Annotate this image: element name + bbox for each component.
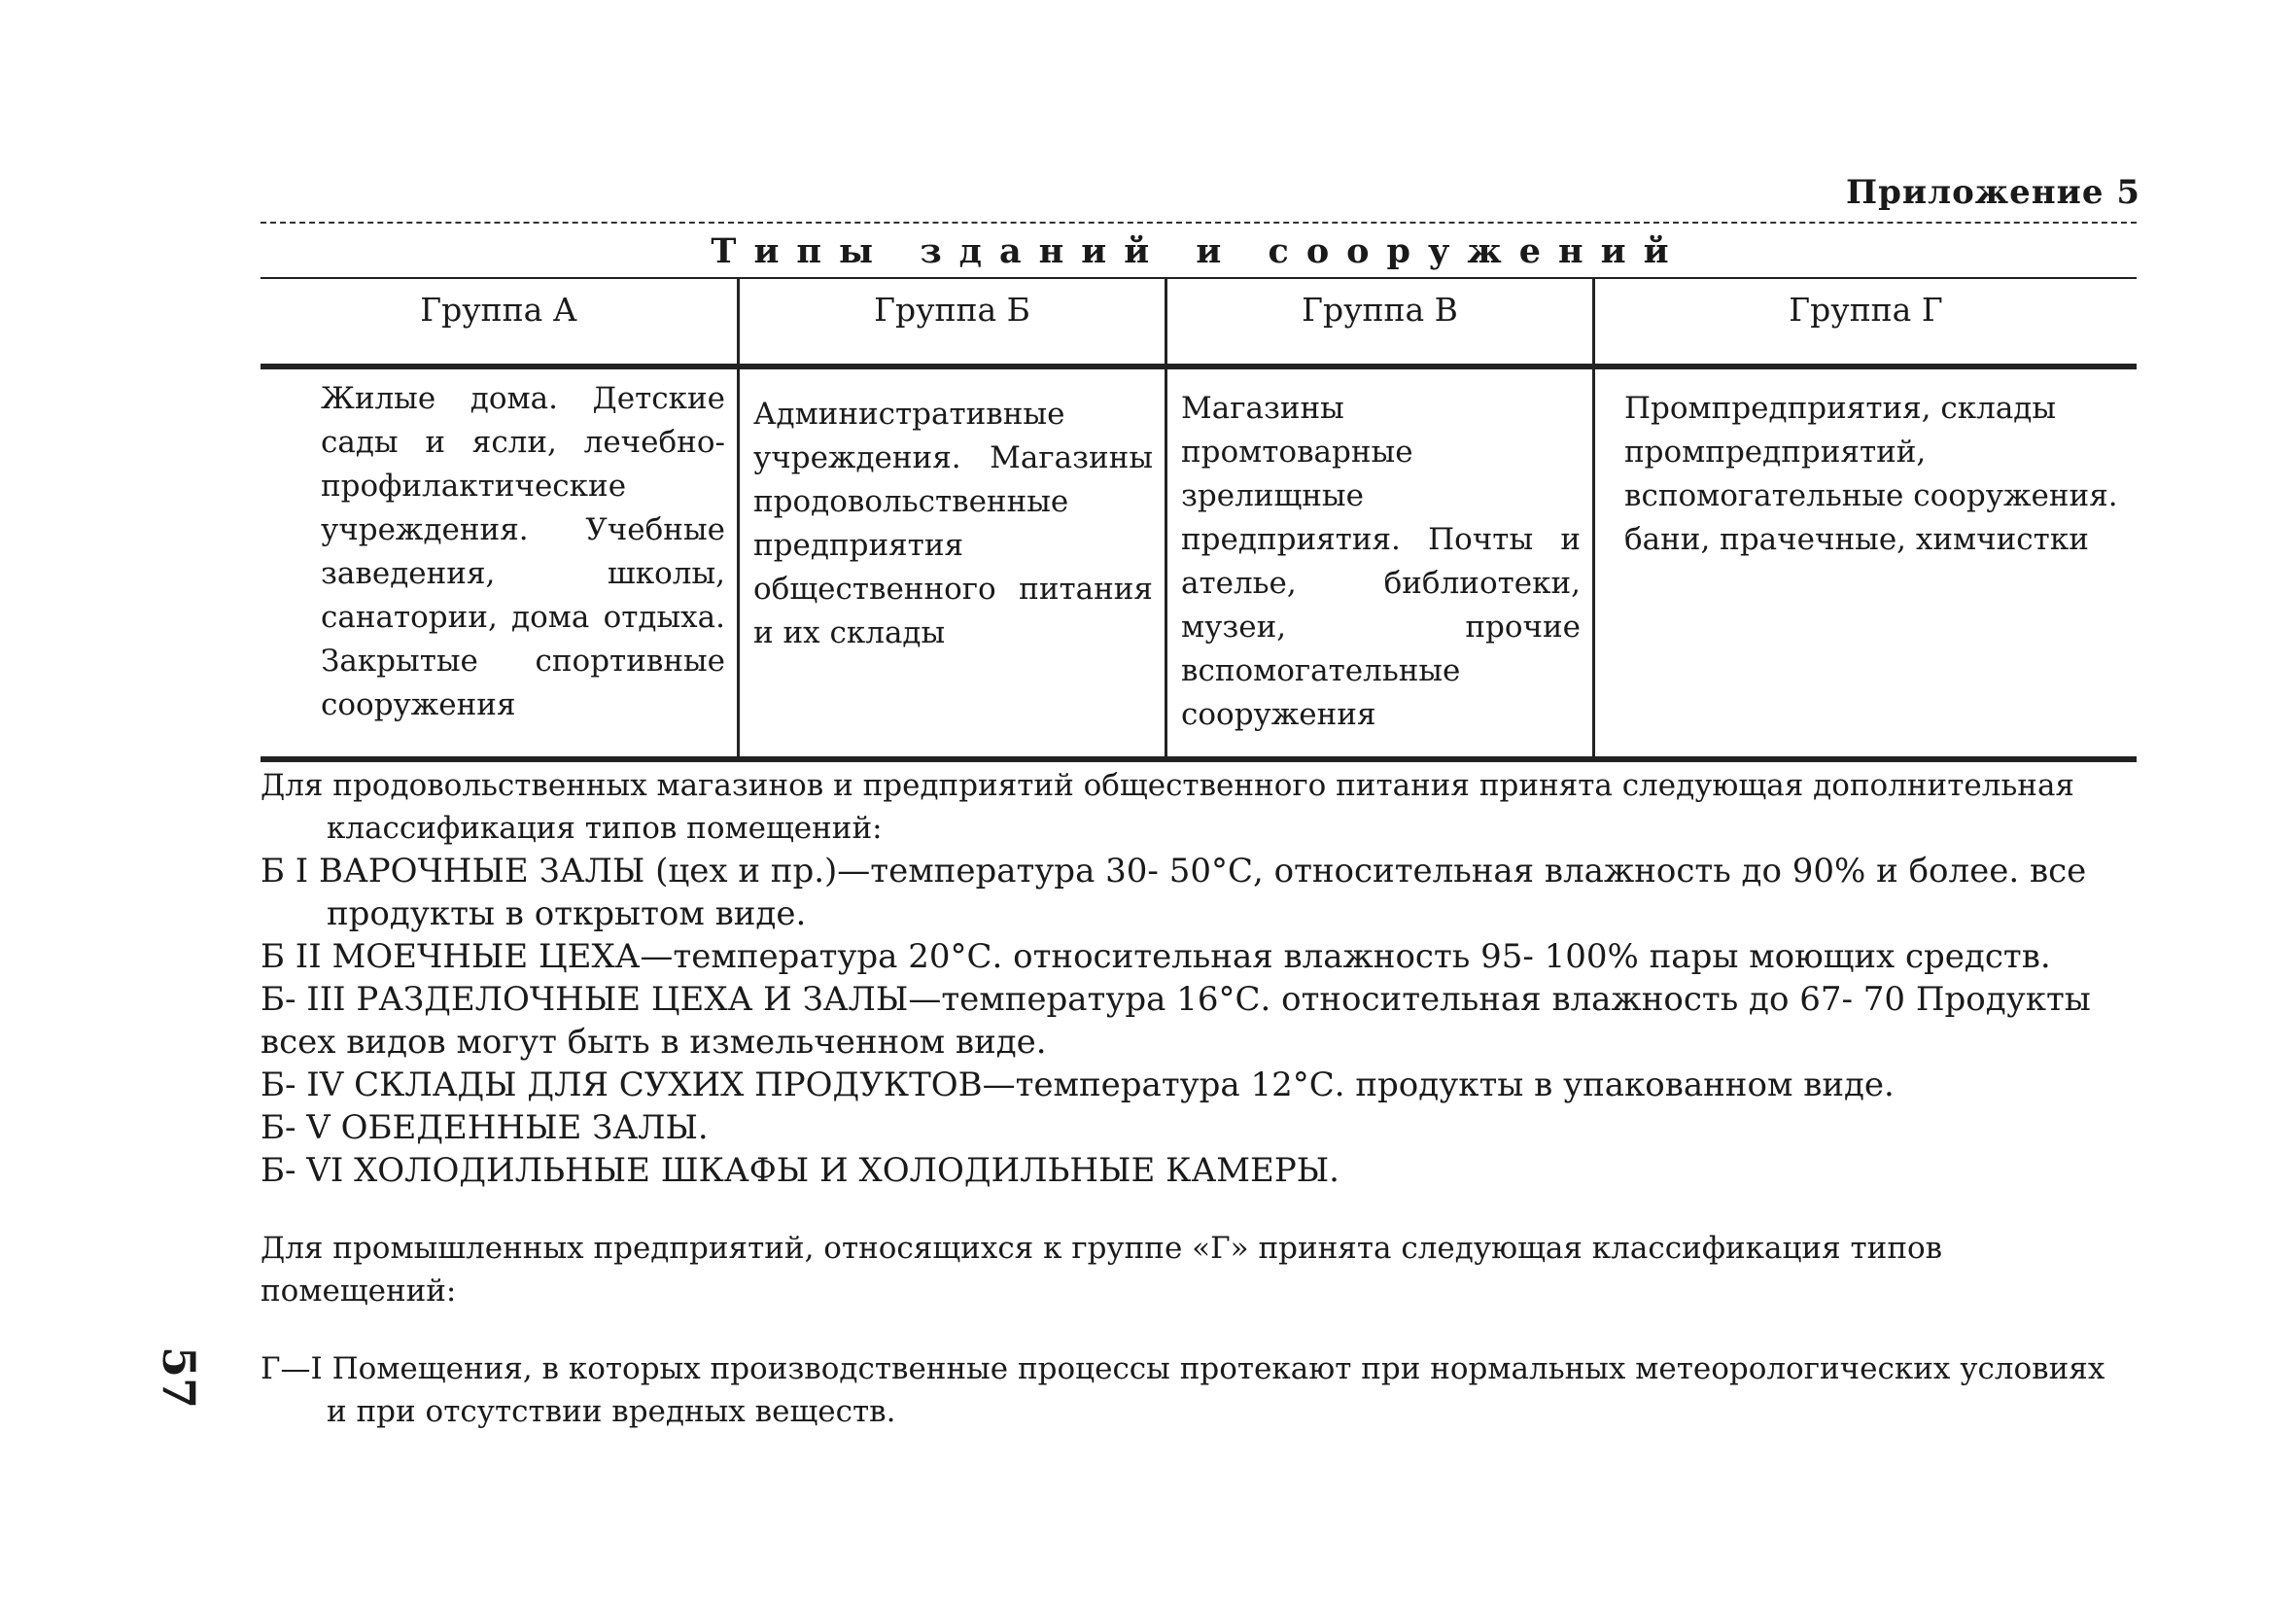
- industrial-item: Г—I Помещения, в которых производственные процессы протекают при нормальных метеорологических условиях и при отсутствии вредных веществ.: [261, 1351, 2105, 1429]
- table-title: Типы зданий и сооружений: [711, 231, 1687, 271]
- room-type-item: Б- IV СКЛАДЫ ДЛЯ СУХИХ ПРОДУКТОВ—температура 12°С. продукты в упакованном виде.: [261, 1066, 1895, 1104]
- cell-group-g: Промпредприятия, склады промпредприятий, вспомогательные сооружения. бани, прачечные, химчистки: [1592, 369, 2137, 756]
- room-type-item: Б- VI ХОЛОДИЛЬНЫЕ ШКАФЫ И ХОЛОДИЛЬНЫЕ КАМЕРЫ.: [261, 1151, 1339, 1190]
- spacer: [261, 1192, 2132, 1227]
- table-header-row: [261, 279, 2137, 364]
- notes-intro-line2: классификация типов помещений:: [327, 811, 883, 846]
- room-type-item: Б I ВАРОЧНЫЕ ЗАЛЫ (цех и пр.)—температура 30- 50°С, относительная влажность до 90% и более. все продукты в открытом виде.: [261, 852, 2087, 933]
- column-header-b: Группа Б: [737, 279, 1165, 364]
- table-bottom-rule: [261, 756, 2137, 762]
- spacer: [261, 1312, 2132, 1347]
- notes-intro-line1: Для продовольственных магазинов и предприятий общественного питания принята следующая дополнительная: [261, 768, 2074, 803]
- industrial-intro: Для промышленных предприятий, относящихся к группе «Г» принята следующая классификация типов помещений:: [261, 1231, 1943, 1309]
- column-header-a: Группа А: [420, 291, 577, 329]
- cell-group-a: Жилые дома. Детские сады и ясли, лечебно-профилактические учреждения. Учебные заведения, школы, санатории, дома отдыха. Закрытые спортивные сооружения: [321, 381, 725, 722]
- cell-group-b: Административные учреждения. Магазины продовольственные предприятия общественного питания и их склады: [737, 369, 1165, 756]
- room-type-item: Б II МОЕЧНЫЕ ЦЕХА—температура 20°С. относительная влажность 95- 100% пары моющих средств.: [261, 937, 2051, 976]
- building-types-table: [261, 222, 2137, 762]
- room-type-item: Б- III РАЗДЕЛОЧНЫЕ ЦЕХА И ЗАЛЫ—температура 16°С. относительная влажность до 67- 70 Продукты всех видов могут быть в измельченном виде.: [261, 980, 2091, 1062]
- cell-group-v: Магазины промтоварные зрелищные предприятия. Почты и ателье, библиотеки, музеи, прочие вспомогательные сооружения: [1165, 369, 1592, 756]
- table-body-row: [261, 369, 2137, 756]
- appendix-label: Приложение 5: [1846, 173, 2140, 212]
- column-header-v: Группа В: [1165, 279, 1592, 364]
- page-number: 57: [153, 1345, 206, 1410]
- notes-section: [261, 764, 2132, 1433]
- room-type-item: Б- V ОБЕДЕННЫЕ ЗАЛЫ.: [261, 1108, 709, 1147]
- column-header-g: Группа Г: [1592, 279, 2137, 364]
